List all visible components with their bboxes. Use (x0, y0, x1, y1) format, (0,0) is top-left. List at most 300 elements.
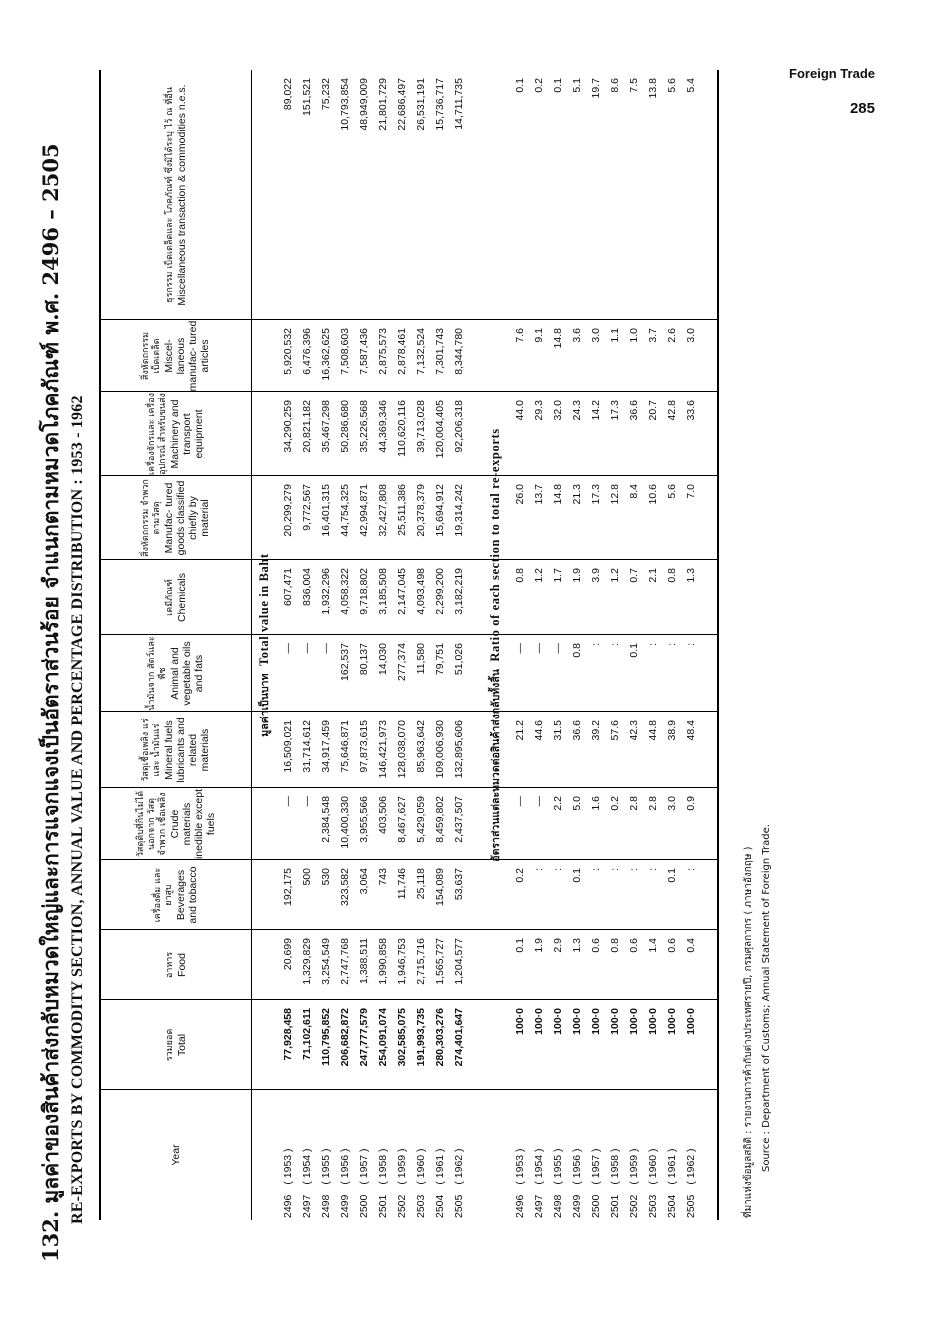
table-cell: 7,132,524 (415, 328, 427, 375)
table-cell: 42.8 (666, 400, 678, 421)
table-cell: 13.7 (533, 484, 545, 505)
table-cell: 44,754,325 (339, 484, 351, 537)
year-thai: 2499 (339, 1194, 351, 1218)
table-cell: 100·0 (514, 1008, 526, 1035)
table-cell: 20,699 (282, 938, 294, 971)
table-cell: 31.5 (552, 720, 564, 741)
table-cell: 743 (377, 868, 389, 886)
year-ce: ( 1958 ) (377, 1148, 389, 1185)
table-cell: 1,946,753 (396, 938, 408, 985)
table-row (587, 70, 606, 1220)
table-cell: 1.0 (628, 328, 640, 343)
table-cell: 1.3 (685, 568, 697, 583)
column-header-thai: รวมยอด (164, 1028, 175, 1062)
table-row (530, 70, 549, 1220)
table-cell: 2,715,716 (415, 938, 427, 985)
table-cell: 146,421,973 (377, 720, 389, 779)
table-cell: 77,928,458 (282, 1008, 294, 1061)
table-cell: 3.6 (571, 328, 583, 343)
table-cell: 89,022 (282, 78, 294, 111)
year-thai: 2504 (434, 1194, 446, 1218)
column-header-english: Manufac- tured goods classified chiefly by material (163, 480, 211, 556)
table-title-thai: 132. มูลค่าของสินค้าส่งกลับหมวดใหญ่และการแจกแจงเป็นอัตราส่วนร้อย จำแนกตามหมวดโภคภัณฑ์ พ.ศ. 2496 – 2505 (38, 143, 63, 1262)
table-cell: 4,058,322 (339, 568, 351, 615)
table-cell: 3.0 (666, 796, 678, 811)
column-header-thai: เคมีภัณฑ์ (164, 579, 175, 616)
column-header-english: Crude materials inedible except fuels (168, 788, 217, 860)
table-cell: 9,718,802 (358, 568, 370, 615)
table-row (511, 70, 530, 1220)
column-header-thai: สิ่งหัตถกรรม จำพวก ตามวัสดุ (141, 479, 162, 557)
table-cell: 1,329,829 (301, 938, 313, 985)
table-cell: 48,949,009 (358, 78, 370, 131)
table-cell: 33.6 (685, 400, 697, 421)
table-cell: 1.2 (609, 568, 621, 583)
table-cell: 34,290,259 (282, 400, 294, 453)
year-ce: ( 1955 ) (320, 1148, 332, 1185)
table-cell: 97,873,615 (358, 720, 370, 773)
table-cell: 0.1 (514, 938, 526, 953)
table-cell: 32,427,808 (377, 484, 389, 537)
table-cell: 26,531,191 (415, 78, 427, 131)
table-cell: 100·0 (533, 1008, 545, 1035)
column-header-10 (101, 320, 252, 392)
column-header-11 (101, 70, 252, 320)
year-ce: ( 1955 ) (552, 1148, 564, 1185)
table-cell: 100·0 (647, 1008, 659, 1035)
table-title-english: RE-EXPORTS BY COMMODITY SECTION, ANNUAL VALUE AND PERCENTAGE DISTRIBUTION : 1953 - 1962 (69, 395, 86, 1224)
table-row (412, 70, 431, 1220)
table-cell: 7.0 (685, 484, 697, 499)
table-cell: 1,388,511 (358, 938, 370, 984)
table-cell: 24.3 (571, 400, 583, 421)
table-row (317, 70, 336, 1220)
year-thai: 2504 (666, 1194, 678, 1218)
table-cell: 2.8 (628, 796, 640, 811)
column-header-thai: วัสดุดิบที่กินไม่ได้ นอกจาก วัสดุจำพวก เชื้อเพลิง (135, 790, 168, 858)
table-cell: 1,204,577 (453, 938, 465, 985)
table-cell: 836,004 (301, 568, 313, 606)
table-cell: : (609, 868, 621, 871)
table-cell: 0.8 (514, 568, 526, 583)
table-cell: 2.1 (647, 568, 659, 583)
table-cell: : (647, 868, 659, 871)
table-cell: 7,301,743 (434, 328, 446, 375)
table-cell: 12.8 (609, 484, 621, 505)
year-ce: ( 1956 ) (571, 1148, 583, 1185)
year-cell (587, 1148, 606, 1218)
table-cell: 4,093,498 (415, 568, 427, 615)
table-cell: 0.1 (666, 868, 678, 883)
table-cell: 191,993,735 (415, 1008, 427, 1067)
table-cell: 26.0 (514, 484, 526, 505)
table-cell: 51,026 (453, 643, 465, 676)
table-cell: 20.7 (647, 400, 659, 421)
table-cell: 206,682,872 (339, 1008, 351, 1067)
year-thai: 2501 (377, 1194, 389, 1218)
year-cell (511, 1148, 530, 1218)
table-cell: 1.4 (647, 938, 659, 953)
year-ce: ( 1957 ) (358, 1148, 370, 1185)
table-cell: 25,511,386 (396, 484, 408, 536)
table-cell: 31,714,612 (301, 720, 313, 773)
table-cell: 17.3 (609, 400, 621, 421)
table-cell: 3,182,219 (453, 568, 465, 615)
source-note-english: Source : Department of Customs; Annual Statement of Foreign Trade. (761, 824, 772, 1172)
running-header: Foreign Trade (789, 66, 875, 81)
table-row (298, 70, 317, 1220)
table-cell: 5.1 (571, 78, 583, 93)
table-cell: : (590, 868, 602, 871)
table-cell: 36.6 (571, 720, 583, 741)
table-cell: 2.8 (647, 796, 659, 811)
table-cell: 323,582 (339, 868, 351, 906)
table-cell: : (647, 643, 659, 646)
year-cell (663, 1148, 682, 1218)
year-cell (412, 1148, 431, 1218)
year-cell (625, 1148, 644, 1218)
table-cell: 1.9 (533, 938, 545, 953)
year-cell (279, 1148, 298, 1218)
table-cell: 128,038,070 (396, 720, 408, 779)
table-cell: — (533, 643, 545, 654)
table-cell: 2,875,573 (377, 328, 389, 375)
table-cell: 32.0 (552, 400, 564, 421)
table-cell: 7,508,603 (339, 328, 351, 375)
table-cell: 10,400,330 (339, 796, 351, 849)
source-note-thai: ที่มาแห่งข้อมูลสถิติ : รายงานการค้ากับต่างประเทศรายปี, กรมศุลกากร ( ภาษาอังกฤษ ) (743, 846, 754, 1218)
table-cell: 14.8 (552, 484, 564, 505)
year-cell (336, 1148, 355, 1218)
year-ce: ( 1961 ) (666, 1148, 678, 1185)
table-cell: 3.7 (647, 328, 659, 343)
year-thai: 2497 (533, 1194, 545, 1218)
table-cell: 154,089 (434, 868, 446, 906)
table-cell: 0.2 (609, 796, 621, 811)
column-header-7 (101, 560, 252, 635)
table-cell: — (282, 643, 294, 654)
table-cell: 2,299,200 (434, 568, 446, 615)
table-cell: 100·0 (666, 1008, 678, 1035)
table-cell: 3,185,508 (377, 568, 389, 615)
table-cell: 5.6 (666, 78, 678, 93)
table-cell: 48.4 (685, 720, 697, 741)
year-thai: 2503 (415, 1194, 427, 1218)
table-cell: : (533, 868, 545, 871)
table-cell: 0.9 (685, 796, 697, 811)
year-cell (317, 1148, 336, 1218)
table-row (682, 70, 701, 1220)
table-cell: 277,374 (396, 643, 408, 681)
table-cell: 10,793,854 (339, 78, 351, 131)
table-cell: 3.9 (590, 568, 602, 583)
table-cell: 8,467,627 (396, 796, 408, 843)
table-cell: : (685, 868, 697, 871)
table-cell: 100·0 (552, 1008, 564, 1035)
table-cell: 6,476,396 (301, 328, 313, 375)
table-cell: 75,646,871 (339, 720, 351, 773)
year-ce: ( 1954 ) (301, 1148, 313, 1185)
table-cell: 3.0 (685, 328, 697, 343)
table-cell: 85,963,642 (415, 720, 427, 773)
table-cell: 3.0 (590, 328, 602, 343)
year-thai: 2500 (358, 1194, 370, 1218)
table-cell: — (282, 796, 294, 807)
year-ce: ( 1953 ) (282, 1148, 294, 1185)
table-cell: 44.0 (514, 400, 526, 421)
column-header-8 (101, 476, 252, 560)
section-heading-ratio: อัตราส่วนแต่ละหมวดต่อสินค้าส่งกลับทั้งสิ้น Ratio of each section to total re-exports (488, 428, 502, 862)
table-cell: 1.3 (571, 938, 583, 953)
table-cell: 1.2 (533, 568, 545, 583)
table-cell: 2,747,768 (339, 938, 351, 985)
table-cell: 9.1 (533, 328, 545, 343)
table-cell: 5.6 (666, 484, 678, 499)
column-header-english: Beverages and tobacco (175, 866, 199, 924)
table-cell: 10.6 (647, 484, 659, 505)
table-row (279, 70, 298, 1220)
year-cell (450, 1148, 469, 1218)
table-cell: 38.9 (666, 720, 678, 741)
year-ce: ( 1958 ) (609, 1148, 621, 1185)
column-header-thai: สิ่งหัตถกรรม เบ็ดเตล็ด (141, 331, 162, 381)
column-header-thai: วัสดุเชื้อเพลิง แร่และ น้ำมันแร่ (141, 718, 162, 782)
table-cell: 7.5 (628, 78, 640, 93)
year-ce: ( 1953 ) (514, 1148, 526, 1185)
table-cell: 1,565,727 (434, 938, 446, 985)
table-row (336, 70, 355, 1220)
table-cell: 39.2 (590, 720, 602, 741)
year-ce: ( 1960 ) (415, 1148, 427, 1185)
table-cell: 15,694,912 (434, 484, 446, 537)
table-cell: 80,137 (358, 643, 370, 676)
table-cell: 35,226,568 (358, 400, 370, 453)
year-ce: ( 1957 ) (590, 1148, 602, 1185)
table-cell: 7,587,436 (358, 328, 370, 375)
column-header-9 (101, 392, 252, 476)
column-header-english: Animal and vegetable oils and fats (169, 641, 205, 706)
table-row (644, 70, 663, 1220)
table-cell: 132,895,606 (453, 720, 465, 779)
year-cell (374, 1148, 393, 1218)
table-cell: 16,509,021 (282, 720, 294, 773)
table-cell: 19.7 (590, 78, 602, 99)
table-cell: 2,384,548 (320, 796, 332, 843)
table-cell: 0.6 (628, 938, 640, 953)
year-cell (393, 1148, 412, 1218)
table-cell: 0.8 (609, 938, 621, 953)
table-cell: 3,254,549 (320, 938, 332, 985)
table-cell: 57.6 (609, 720, 621, 741)
year-thai: 2497 (301, 1194, 313, 1218)
year-thai: 2496 (282, 1194, 294, 1218)
year-cell (431, 1148, 450, 1218)
table-cell: 162,537 (339, 643, 351, 681)
table-cell: 2.9 (552, 938, 564, 953)
table-cell: 79,751 (434, 643, 446, 676)
year-ce: ( 1959 ) (396, 1148, 408, 1185)
table-cell: 8,344,780 (453, 328, 465, 375)
table-cell: 2,878,461 (396, 328, 408, 375)
table-cell: 20,821,182 (301, 400, 313, 453)
table-cell: 0.1 (552, 78, 564, 93)
table-cell: 7.6 (514, 328, 526, 343)
table-cell: 14.2 (590, 400, 602, 421)
year-thai: 2496 (514, 1194, 526, 1218)
table-cell: 5.0 (571, 796, 583, 811)
table-cell: 1,932,296 (320, 568, 332, 615)
year-thai: 2505 (685, 1194, 697, 1218)
column-header-english: Chemicals (175, 573, 188, 623)
column-header-thai: เครื่องดื่ม และยาสูบ (153, 867, 174, 923)
column-header-3 (101, 860, 252, 930)
year-thai: 2498 (552, 1194, 564, 1218)
table-cell: 0.4 (685, 938, 697, 953)
column-header-english: Mineral fuels lubricants and related materials (163, 717, 211, 783)
table-cell: 403,506 (377, 796, 389, 834)
table-cell: 1.7 (552, 568, 564, 583)
rotated-table-page (25, 32, 825, 1262)
year-cell (355, 1148, 374, 1218)
year-ce: ( 1960 ) (647, 1148, 659, 1185)
table-cell: 16,362,625 (320, 328, 332, 381)
column-header-thai: เครื่องจักรและ เครื่องอุปกรณ์ สำหรับขนส่ง (147, 392, 168, 476)
table-cell: : (666, 643, 678, 646)
table-cell: 2.6 (666, 328, 678, 343)
table-cell: 3,064 (358, 868, 370, 895)
table-cell: 13.8 (647, 78, 659, 99)
table-cell: 34,917,459 (320, 720, 332, 773)
table-row (393, 70, 412, 1220)
table-cell: 100·0 (628, 1008, 640, 1035)
table-cell: — (514, 796, 526, 807)
table-cell: 9,772,567 (301, 484, 313, 531)
year-thai: 2499 (571, 1194, 583, 1218)
table-cell: 8,459,802 (434, 796, 446, 843)
table-cell: 0.8 (571, 643, 583, 658)
year-thai: 2502 (628, 1194, 640, 1218)
table-cell: 0.6 (666, 938, 678, 953)
year-ce: ( 1962 ) (685, 1148, 697, 1185)
table-cell: 36.6 (628, 400, 640, 421)
table-cell: 110,620,116 (396, 400, 408, 457)
table-row (663, 70, 682, 1220)
table-cell: 607,471 (282, 568, 294, 606)
table-row (625, 70, 644, 1220)
table-cell: 530 (320, 868, 332, 886)
table-cell: 21.3 (571, 484, 583, 505)
table-cell: — (514, 643, 526, 654)
year-cell (682, 1148, 701, 1218)
table-cell: 21,801,729 (377, 78, 389, 131)
year-thai: 2502 (396, 1194, 408, 1218)
table-cell: 16,401,315 (320, 484, 332, 537)
column-header-6 (101, 635, 252, 712)
table-cell: 53,637 (453, 868, 465, 901)
year-thai: 2498 (320, 1194, 332, 1218)
column-header-5 (101, 712, 252, 788)
table-cell: 2.2 (552, 796, 564, 811)
table-cell: 274,401,647 (453, 1008, 465, 1067)
table-cell: : (552, 868, 564, 871)
table-cell: — (301, 796, 313, 807)
column-header-2 (101, 930, 252, 1000)
table-cell: 22,686,497 (396, 78, 408, 131)
table-row (374, 70, 393, 1220)
year-thai: 2503 (647, 1194, 659, 1218)
table-cell: 42,994,871 (358, 484, 370, 537)
table-cell: 1.6 (590, 796, 602, 811)
table-row (568, 70, 587, 1220)
table-cell: 21.2 (514, 720, 526, 741)
column-header-thai: อาหาร (164, 951, 175, 979)
table-cell: 5,920,532 (282, 328, 294, 375)
year-cell (298, 1148, 317, 1218)
year-cell (606, 1148, 625, 1218)
table-cell: 25,118 (415, 868, 427, 900)
column-header-english: Miscel- laneous manufac- tured articles (163, 320, 211, 392)
table-cell: 35,467,298 (320, 400, 332, 453)
table-cell: 0.8 (666, 568, 678, 583)
column-header-1 (101, 1000, 252, 1090)
table-cell: 20,378,379 (415, 484, 427, 537)
table-cell: — (533, 796, 545, 807)
year-ce: ( 1959 ) (628, 1148, 640, 1185)
table-cell: 110,795,852 (320, 1008, 332, 1066)
table-cell: 0.6 (590, 938, 602, 953)
table-cell: 280,303,276 (434, 1008, 446, 1067)
table-cell: 92,206,318 (453, 400, 465, 453)
table-cell: 75,232 (320, 78, 332, 111)
table-cell: 0.1 (628, 643, 640, 658)
re-exports-table (99, 70, 719, 1220)
table-cell: 5,429,059 (415, 796, 427, 843)
table-cell: 247,777,579 (358, 1008, 370, 1067)
table-cell: 151,521 (301, 78, 313, 116)
table-cell: 2,437,507 (453, 796, 465, 843)
table-cell: 0.2 (533, 78, 545, 93)
table-cell: 3,955,566 (358, 796, 370, 843)
table-cell: — (301, 643, 313, 654)
year-ce: ( 1961 ) (434, 1148, 446, 1185)
table-cell: 254,091,074 (377, 1008, 389, 1067)
year-cell (568, 1148, 587, 1218)
table-cell: 100·0 (571, 1008, 583, 1035)
table-cell: 1,990,858 (377, 938, 389, 985)
column-header-english: Machinery and transport equipment (169, 399, 205, 469)
page-number: 285 (849, 100, 875, 117)
table-cell: 20,299,279 (282, 484, 294, 537)
table-cell: 29.3 (533, 400, 545, 421)
table-cell: — (320, 643, 332, 654)
table-cell: : (590, 643, 602, 646)
table-row (606, 70, 625, 1220)
column-header-english: Miscellaneous transaction & commodities n.e.s. (175, 84, 188, 306)
table-cell: 11,580 (415, 643, 427, 675)
table-cell: 14,711,735 (453, 78, 465, 130)
table-cell: 0.2 (514, 868, 526, 883)
table-cell: 302,585,075 (396, 1008, 408, 1067)
table-cell: 8.4 (628, 484, 640, 499)
table-cell: 44,369,346 (377, 400, 389, 453)
table-cell: 2,147,045 (396, 568, 408, 615)
table-cell: 100·0 (590, 1008, 602, 1035)
table-cell: — (552, 643, 564, 654)
column-header-4 (101, 788, 252, 860)
table-cell: : (685, 643, 697, 646)
table-cell: 100·0 (685, 1008, 697, 1035)
table-cell: 50,286,680 (339, 400, 351, 453)
